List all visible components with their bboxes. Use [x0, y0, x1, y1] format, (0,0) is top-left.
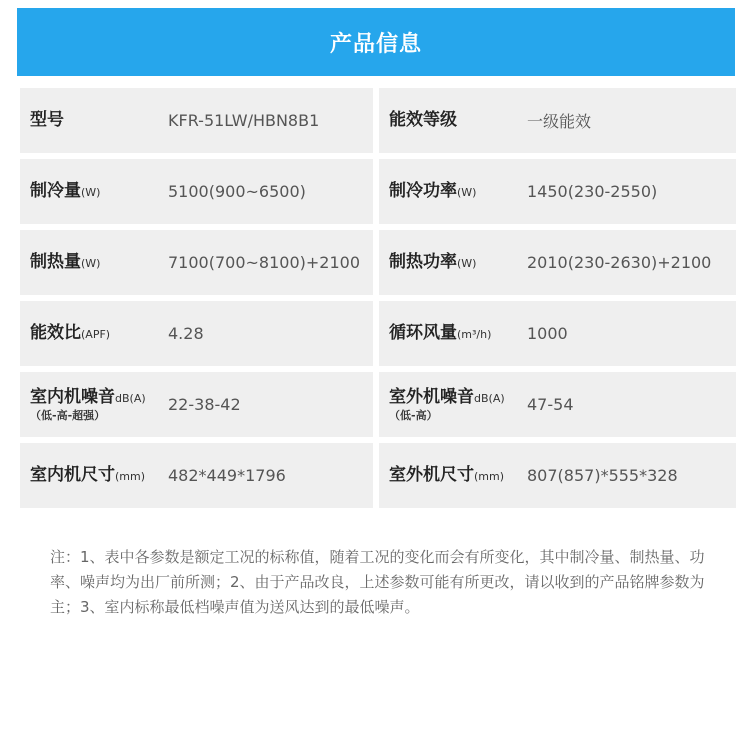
spec-unit: (mm)	[474, 470, 505, 484]
spec-label-text: 型号	[30, 110, 64, 131]
spec-sublabel: （低-高）	[389, 409, 438, 423]
spec-label	[20, 465, 168, 485]
spec-unit: (W)	[457, 186, 477, 200]
spec-unit: (W)	[457, 257, 477, 271]
spec-label	[379, 110, 527, 130]
spec-unit: dB(A)	[474, 391, 505, 405]
spec-cell	[379, 301, 736, 366]
spec-label-text: 制热量	[30, 252, 81, 273]
spec-label	[20, 110, 168, 130]
spec-label	[379, 323, 527, 343]
spec-sublabel: （低-高-超强）	[30, 409, 106, 423]
spec-label-text: 制热功率	[389, 252, 457, 273]
spec-unit: (m³/h)	[457, 328, 492, 342]
spec-cell	[379, 443, 736, 508]
table-row	[20, 159, 736, 224]
spec-label-text: 能效比	[30, 323, 81, 344]
table-row	[20, 230, 736, 295]
spec-value: 一级能效	[527, 112, 592, 131]
page-title: 产品信息	[329, 31, 422, 57]
spec-unit: (mm)	[115, 470, 146, 484]
spec-cell	[379, 159, 736, 224]
spec-value: 2010(230-2630)+2100	[527, 253, 712, 272]
spec-unit: (W)	[81, 186, 101, 200]
spec-label-text: 制冷功率	[389, 181, 457, 202]
spec-value: KFR-51LW/HBN8B1	[168, 111, 320, 130]
spec-label-text: 能效等级	[389, 110, 457, 131]
spec-label-text: 室外机噪音	[389, 386, 474, 407]
spec-label	[20, 181, 168, 201]
spec-unit: (APF)	[81, 328, 111, 342]
spec-label	[20, 387, 168, 423]
spec-cell	[379, 88, 736, 153]
footnote: 注：1、表中各参数是额定工况的标称值，随着工况的变化而会有所变化，其中制冷量、制热量、功率、噪声均为出厂前所测；2、由于产品改良，上述参数可能有所更改，请以收到的产品铭牌参数为主；3、室内标称最低档噪声值为送风达到的最低噪声。	[50, 548, 705, 616]
spec-cell	[20, 372, 373, 437]
spec-cell	[20, 443, 373, 508]
spec-label	[379, 181, 527, 201]
spec-cell	[20, 301, 373, 366]
table-row	[20, 301, 736, 366]
spec-value: 47-54	[527, 395, 574, 414]
spec-value: 807(857)*555*328	[527, 466, 678, 485]
spec-label	[20, 252, 168, 272]
table-row	[20, 372, 736, 437]
table-row	[20, 443, 736, 508]
table-row	[20, 88, 736, 153]
spec-cell	[20, 159, 373, 224]
spec-label-text: 室内机噪音	[30, 386, 115, 407]
spec-label	[379, 252, 527, 272]
spec-value: 1000	[527, 324, 568, 343]
spec-unit: (W)	[81, 257, 101, 271]
spec-value: 4.28	[168, 324, 204, 343]
spec-cell	[20, 230, 373, 295]
spec-label-text: 制冷量	[30, 181, 81, 202]
spec-label-text: 室内机尺寸	[30, 465, 115, 486]
spec-value: 482*449*1796	[168, 466, 286, 485]
spec-value: 1450(230-2550)	[527, 182, 658, 201]
spec-cell	[379, 230, 736, 295]
spec-unit: dB(A)	[115, 391, 146, 405]
spec-value: 22-38-42	[168, 395, 241, 414]
spec-cell	[379, 372, 736, 437]
spec-value: 5100(900~6500)	[168, 182, 306, 201]
spec-value: 7100(700~8100)+2100	[168, 253, 360, 272]
header-banner	[17, 8, 735, 76]
spec-label	[20, 323, 168, 343]
spec-cell	[20, 88, 373, 153]
spec-label	[379, 387, 527, 423]
spec-table	[20, 88, 736, 514]
spec-label	[379, 465, 527, 485]
spec-label-text: 室外机尺寸	[389, 465, 474, 486]
spec-label-text: 循环风量	[389, 323, 457, 344]
